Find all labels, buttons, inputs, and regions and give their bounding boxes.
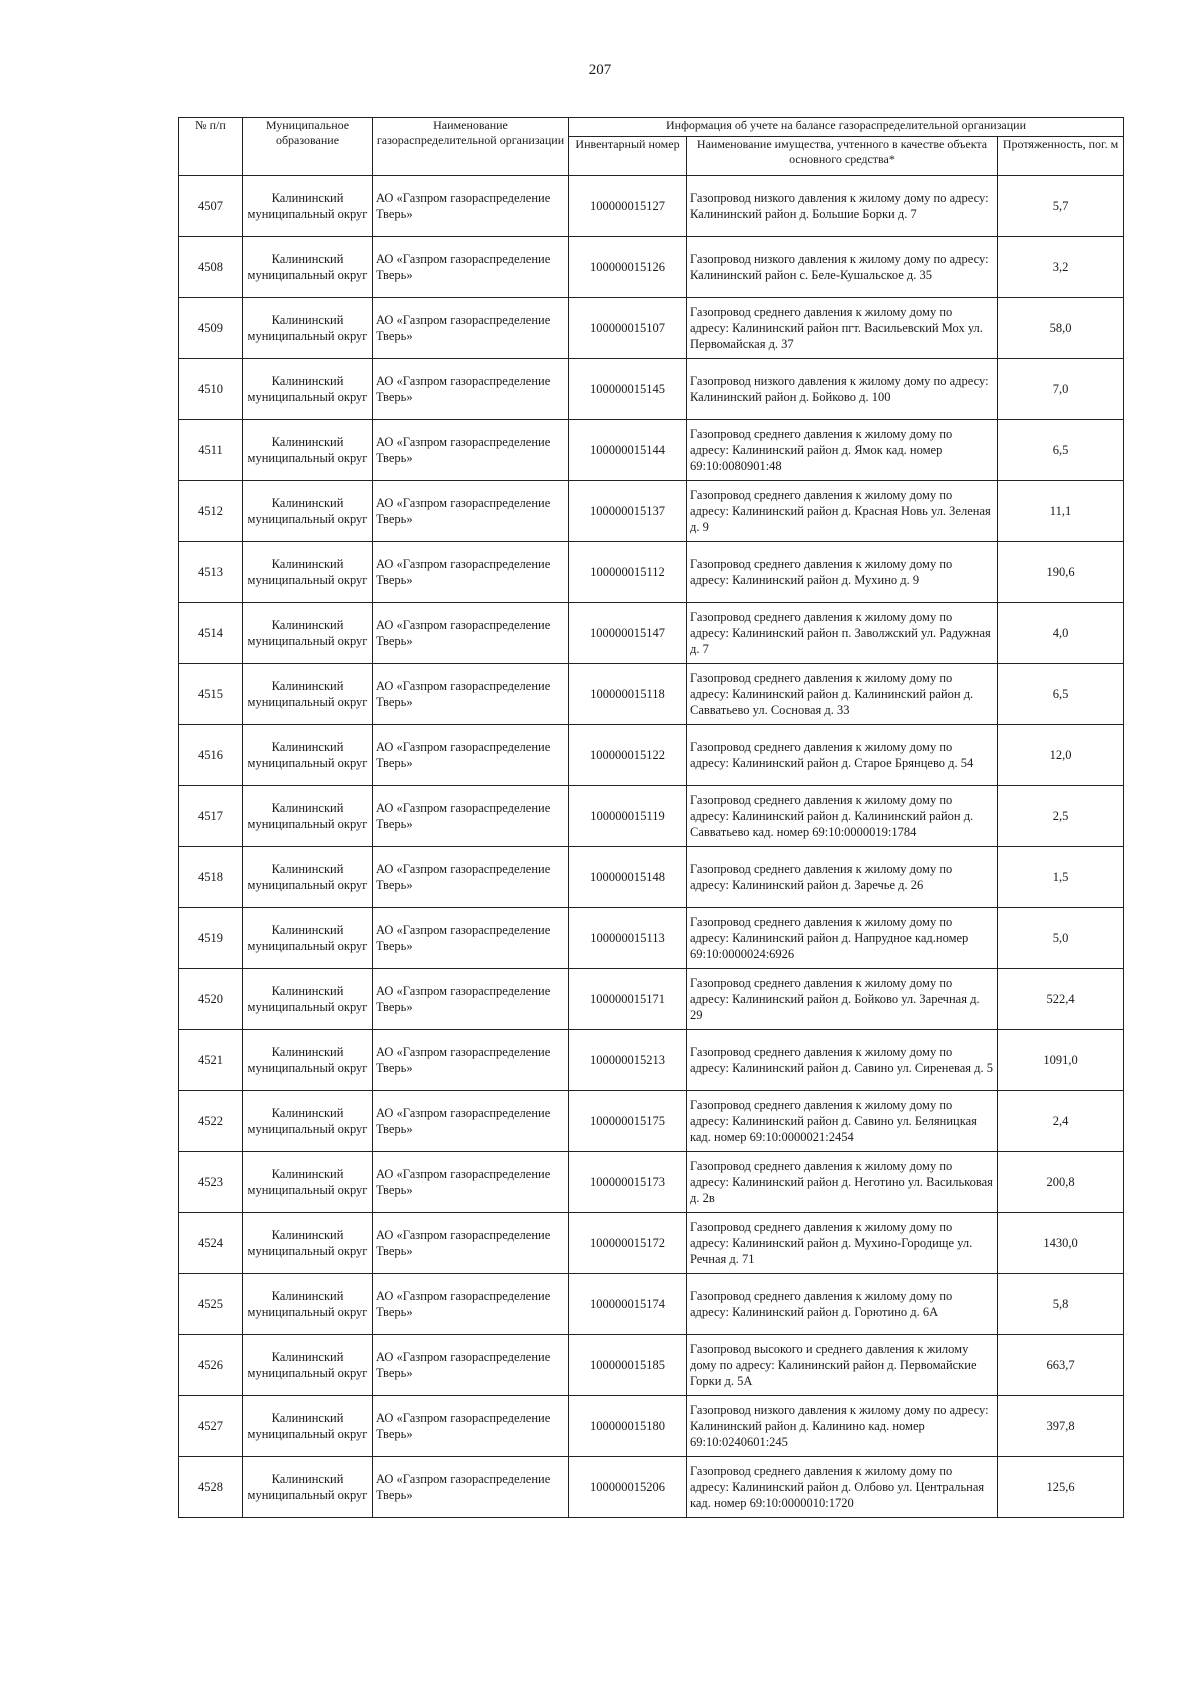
municipality-cell: Калининский муниципальный округ [243,481,373,542]
organization-cell: АО «Газпром газораспределение Тверь» [373,1457,569,1518]
municipality-cell: Калининский муниципальный округ [243,1152,373,1213]
row-number-cell: 4521 [179,1030,243,1091]
length-cell: 11,1 [998,481,1124,542]
organization-cell: АО «Газпром газораспределение Тверь» [373,908,569,969]
municipality-cell: Калининский муниципальный округ [243,237,373,298]
length-cell: 2,4 [998,1091,1124,1152]
row-number-cell: 4525 [179,1274,243,1335]
table-row [179,1396,1124,1457]
asset-name-cell: Газопровод среднего давления к жилому дому по адресу: Калининский район пгт. Васильевский Мох ул. Первомайская д. 37 [687,298,998,359]
length-cell: 397,8 [998,1396,1124,1457]
table-row [179,237,1124,298]
header-inventory-number: Инвентарный номер [569,137,687,176]
row-number-cell: 4519 [179,908,243,969]
table-row [179,1030,1124,1091]
header-municipality: Муниципальное образование [243,118,373,176]
header-length: Протяженность, пог. м [998,137,1124,176]
asset-name-cell: Газопровод среднего давления к жилому дому по адресу: Калининский район д. Олбово ул. Центральная кад. номер 69:10:0000010:1720 [687,1457,998,1518]
asset-name-cell: Газопровод среднего давления к жилому дому по адресу: Калининский район д. Ямок кад. номер 69:10:0080901:48 [687,420,998,481]
asset-name-cell: Газопровод среднего давления к жилому дому по адресу: Калининский район д. Мухино-Городище ул. Речная д. 71 [687,1213,998,1274]
organization-cell: АО «Газпром газораспределение Тверь» [373,359,569,420]
table-row [179,1457,1124,1518]
page-number: 207 [588,62,612,78]
inventory-number-cell: 100000015180 [569,1396,687,1457]
length-cell: 200,8 [998,1152,1124,1213]
organization-cell: АО «Газпром газораспределение Тверь» [373,481,569,542]
length-cell: 663,7 [998,1335,1124,1396]
table-header [179,118,1124,176]
municipality-cell: Калининский муниципальный округ [243,969,373,1030]
asset-name-cell: Газопровод среднего давления к жилому дому по адресу: Калининский район д. Калининский район д. Савватьево ул. Сосновая д. 33 [687,664,998,725]
length-cell: 12,0 [998,725,1124,786]
table-row [179,1274,1124,1335]
row-number-cell: 4512 [179,481,243,542]
organization-cell: АО «Газпром газораспределение Тверь» [373,1091,569,1152]
length-cell: 6,5 [998,420,1124,481]
inventory-number-cell: 100000015148 [569,847,687,908]
municipality-cell: Калининский муниципальный округ [243,1274,373,1335]
inventory-number-cell: 100000015107 [569,298,687,359]
asset-name-cell: Газопровод низкого давления к жилому дому по адресу: Калининский район д. Бойково д. 100 [687,359,998,420]
municipality-cell: Калининский муниципальный округ [243,359,373,420]
inventory-number-cell: 100000015173 [569,1152,687,1213]
asset-name-cell: Газопровод среднего давления к жилому дому по адресу: Калининский район д. Калининский район д. Савватьево кад. номер 69:10:0000019:1784 [687,786,998,847]
table-row [179,908,1124,969]
organization-cell: АО «Газпром газораспределение Тверь» [373,298,569,359]
length-cell: 2,5 [998,786,1124,847]
row-number-cell: 4522 [179,1091,243,1152]
inventory-number-cell: 100000015145 [569,359,687,420]
table-row [179,786,1124,847]
inventory-number-cell: 100000015119 [569,786,687,847]
organization-cell: АО «Газпром газораспределение Тверь» [373,1152,569,1213]
inventory-number-cell: 100000015174 [569,1274,687,1335]
table-row [179,847,1124,908]
row-number-cell: 4515 [179,664,243,725]
table-body [179,176,1124,1518]
length-cell: 5,8 [998,1274,1124,1335]
asset-name-cell: Газопровод высокого и среднего давления к жилому дому по адресу: Калининский район д. Первомайские Горки д. 5А [687,1335,998,1396]
inventory-number-cell: 100000015118 [569,664,687,725]
inventory-number-cell: 100000015126 [569,237,687,298]
table-row [179,1335,1124,1396]
municipality-cell: Калининский муниципальный округ [243,786,373,847]
organization-cell: АО «Газпром газораспределение Тверь» [373,969,569,1030]
municipality-cell: Калининский муниципальный округ [243,1335,373,1396]
table-row [179,298,1124,359]
inventory-number-cell: 100000015122 [569,725,687,786]
length-cell: 5,0 [998,908,1124,969]
table-row [179,969,1124,1030]
inventory-number-cell: 100000015171 [569,969,687,1030]
municipality-cell: Калининский муниципальный округ [243,847,373,908]
inventory-number-cell: 100000015185 [569,1335,687,1396]
organization-cell: АО «Газпром газораспределение Тверь» [373,786,569,847]
table-row [179,1091,1124,1152]
gas-pipeline-registry-table [178,117,1124,1518]
asset-name-cell: Газопровод среднего давления к жилому дому по адресу: Калининский район д. Заречье д. 26 [687,847,998,908]
table-row [179,359,1124,420]
organization-cell: АО «Газпром газораспределение Тверь» [373,664,569,725]
table-row [179,481,1124,542]
length-cell: 58,0 [998,298,1124,359]
asset-name-cell: Газопровод среднего давления к жилому дому по адресу: Калининский район п. Заволжский ул. Радужная д. 7 [687,603,998,664]
row-number-cell: 4510 [179,359,243,420]
length-cell: 3,2 [998,237,1124,298]
length-cell: 6,5 [998,664,1124,725]
asset-name-cell: Газопровод низкого давления к жилому дому по адресу: Калининский район д. Калинино кад. номер 69:10:0240601:245 [687,1396,998,1457]
inventory-number-cell: 100000015172 [569,1213,687,1274]
asset-name-cell: Газопровод среднего давления к жилому дому по адресу: Калининский район д. Красная Новь ул. Зеленая д. 9 [687,481,998,542]
organization-cell: АО «Газпром газораспределение Тверь» [373,1396,569,1457]
inventory-number-cell: 100000015144 [569,420,687,481]
row-number-cell: 4508 [179,237,243,298]
organization-cell: АО «Газпром газораспределение Тверь» [373,237,569,298]
organization-cell: АО «Газпром газораспределение Тверь» [373,1274,569,1335]
municipality-cell: Калининский муниципальный округ [243,908,373,969]
table-row [179,725,1124,786]
row-number-cell: 4523 [179,1152,243,1213]
organization-cell: АО «Газпром газораспределение Тверь» [373,176,569,237]
table-row [179,664,1124,725]
asset-name-cell: Газопровод среднего давления к жилому дому по адресу: Калининский район д. Неготино ул. Васильковая д. 2в [687,1152,998,1213]
asset-name-cell: Газопровод среднего давления к жилому дому по адресу: Калининский район д. Савино ул. Беляницкая кад. номер 69:10:0000021:2454 [687,1091,998,1152]
table-row [179,420,1124,481]
length-cell: 4,0 [998,603,1124,664]
length-cell: 1,5 [998,847,1124,908]
municipality-cell: Калининский муниципальный округ [243,298,373,359]
municipality-cell: Калининский муниципальный округ [243,603,373,664]
row-number-cell: 4528 [179,1457,243,1518]
table-row [179,603,1124,664]
inventory-number-cell: 100000015137 [569,481,687,542]
organization-cell: АО «Газпром газораспределение Тверь» [373,1030,569,1091]
row-number-cell: 4517 [179,786,243,847]
municipality-cell: Калининский муниципальный округ [243,664,373,725]
row-number-cell: 4514 [179,603,243,664]
length-cell: 1091,0 [998,1030,1124,1091]
table-row [179,1152,1124,1213]
municipality-cell: Калининский муниципальный округ [243,1213,373,1274]
municipality-cell: Калининский муниципальный округ [243,176,373,237]
table-row [179,542,1124,603]
organization-cell: АО «Газпром газораспределение Тверь» [373,847,569,908]
asset-name-cell: Газопровод среднего давления к жилому дому по адресу: Калининский район д. Бойково ул. Заречная д. 29 [687,969,998,1030]
municipality-cell: Калининский муниципальный округ [243,1091,373,1152]
row-number-cell: 4516 [179,725,243,786]
length-cell: 7,0 [998,359,1124,420]
inventory-number-cell: 100000015113 [569,908,687,969]
row-number-cell: 4526 [179,1335,243,1396]
municipality-cell: Калининский муниципальный округ [243,420,373,481]
organization-cell: АО «Газпром газораспределение Тверь» [373,1213,569,1274]
inventory-number-cell: 100000015112 [569,542,687,603]
municipality-cell: Калининский муниципальный округ [243,1030,373,1091]
municipality-cell: Калининский муниципальный округ [243,1396,373,1457]
asset-name-cell: Газопровод среднего давления к жилому дому по адресу: Калининский район д. Савино ул. Сиреневая д. 5 [687,1030,998,1091]
row-number-cell: 4524 [179,1213,243,1274]
length-cell: 190,6 [998,542,1124,603]
length-cell: 125,6 [998,1457,1124,1518]
asset-name-cell: Газопровод низкого давления к жилому дому по адресу: Калининский район д. Большие Борки д. 7 [687,176,998,237]
inventory-number-cell: 100000015175 [569,1091,687,1152]
inventory-number-cell: 100000015213 [569,1030,687,1091]
municipality-cell: Калининский муниципальный округ [243,1457,373,1518]
inventory-number-cell: 100000015127 [569,176,687,237]
row-number-cell: 4518 [179,847,243,908]
municipality-cell: Калининский муниципальный округ [243,542,373,603]
organization-cell: АО «Газпром газораспределение Тверь» [373,542,569,603]
header-asset-name: Наименование имущества, учтенного в качестве объекта основного средства* [687,137,998,176]
organization-cell: АО «Газпром газораспределение Тверь» [373,603,569,664]
inventory-number-cell: 100000015206 [569,1457,687,1518]
inventory-number-cell: 100000015147 [569,603,687,664]
asset-name-cell: Газопровод среднего давления к жилому дому по адресу: Калининский район д. Горютино д. 6А [687,1274,998,1335]
asset-name-cell: Газопровод среднего давления к жилому дому по адресу: Калининский район д. Напрудное кад.номер 69:10:0000024:6926 [687,908,998,969]
header-balance-info: Информация об учете на балансе газораспределительной организации [569,118,1124,137]
length-cell: 5,7 [998,176,1124,237]
asset-name-cell: Газопровод низкого давления к жилому дому по адресу: Калининский район с. Беле-Кушальское д. 35 [687,237,998,298]
asset-name-cell: Газопровод среднего давления к жилому дому по адресу: Калининский район д. Мухино д. 9 [687,542,998,603]
organization-cell: АО «Газпром газораспределение Тверь» [373,420,569,481]
row-number-cell: 4509 [179,298,243,359]
length-cell: 522,4 [998,969,1124,1030]
asset-name-cell: Газопровод среднего давления к жилому дому по адресу: Калининский район д. Старое Брянцево д. 54 [687,725,998,786]
row-number-cell: 4507 [179,176,243,237]
municipality-cell: Калининский муниципальный округ [243,725,373,786]
organization-cell: АО «Газпром газораспределение Тверь» [373,1335,569,1396]
header-organization: Наименование газораспределительной организации [373,118,569,176]
table-row [179,176,1124,237]
header-row-number: № п/п [179,118,243,176]
row-number-cell: 4520 [179,969,243,1030]
table-row [179,1213,1124,1274]
row-number-cell: 4527 [179,1396,243,1457]
organization-cell: АО «Газпром газораспределение Тверь» [373,725,569,786]
row-number-cell: 4513 [179,542,243,603]
row-number-cell: 4511 [179,420,243,481]
length-cell: 1430,0 [998,1213,1124,1274]
